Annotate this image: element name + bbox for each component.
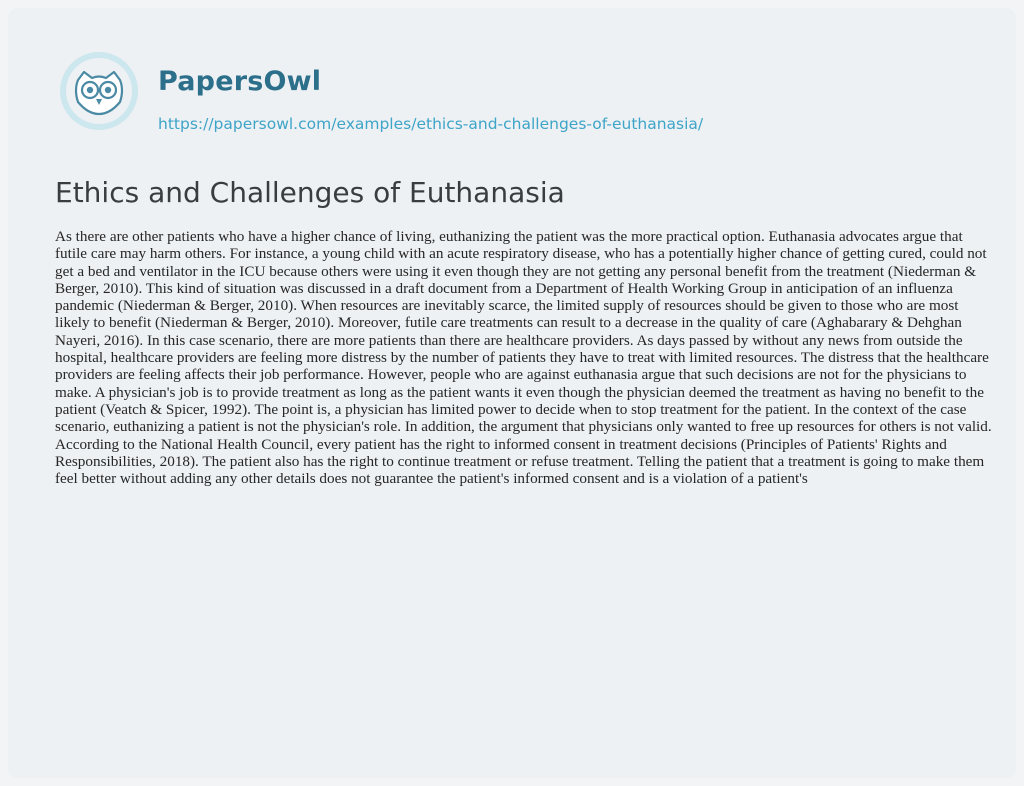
owl-logo-icon[interactable] (58, 50, 140, 132)
brand-name[interactable]: PapersOwl (158, 66, 322, 97)
document-title: Ethics and Challenges of Euthanasia (55, 176, 565, 209)
site-header (50, 42, 970, 152)
document-body: As there are other patients who have a higher chance of living, euthanizing the patient was the more practical option. Euthanasia advocates argue that futile care may harm others. For instance, a young child with an acute respiratory disease, who has a potentially higher chance of getting cured, could not get a bed and ventilator in the ICU because others were using it even though they are not getting any personal benefit from the treatment (Niederman & Berger, 2010). This kind of situation was discussed in a draft document from a Department of Health Working Group in anticipation of an influenza pandemic (Niederman & Berger, 2010). When resources are inevitably scarce, the limited supply of resources should be given to those who are most likely to benefit (Niederman & Berger, 2010). Moreover, futile care treatments can result to a decrease in the quality of care (Aghabarary & Dehghan Nayeri, 2016). In this case scenario, there are more patients than there are healthcare providers. As days passed by without any news from outside the hospital, healthcare providers are feeling more distress by the number of patients they have to treat with limited resources. The distress that the healthcare providers are feeling affects their job performance. However, people who are against euthanasia argue that such decisions are not for the physicians to make. A physician's job is to provide treatment as long as the patient wants it even though the physician deemed the treatment as having no benefit to the patient (Veatch & Spicer, 1992). The point is, a physician has limited power to decide when to stop treatment for the patient. In the context of the case scenario, euthanizing a patient is not the physician's role. In addition, the argument that physicians only wanted to free up resources for others is not valid. According to the National Health Council, every patient has the right to informed consent in treatment decisions (Principles of Patients' Rights and Responsibilities, 2018). The patient also has the right to continue treatment or refuse treatment. Telling the patient that a treatment is going to make them feel better without adding any other details does not guarantee the patient's informed consent and is a violation of a patient's (55, 228, 992, 488)
page (8, 8, 1016, 778)
source-url-link[interactable]: https://papersowl.com/examples/ethics-and-challenges-of-euthanasia/ (158, 115, 704, 133)
